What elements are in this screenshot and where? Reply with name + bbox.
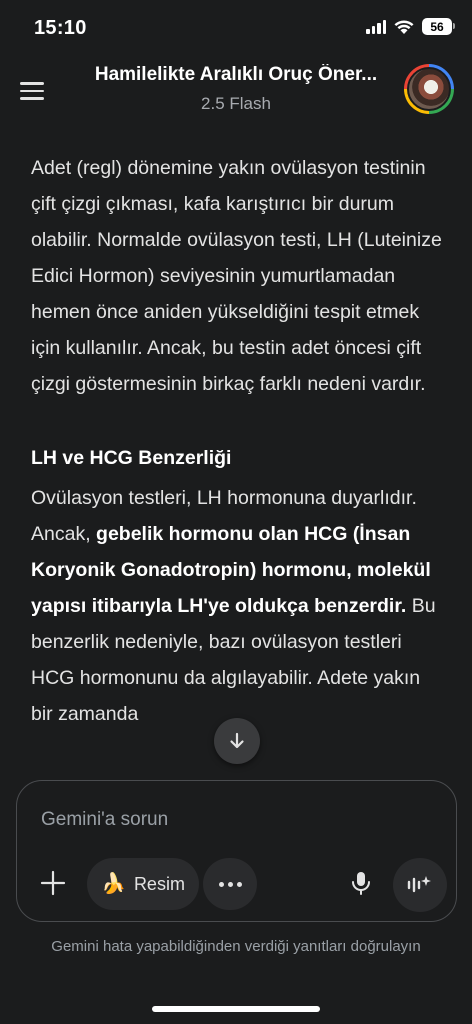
avatar[interactable] xyxy=(404,64,454,114)
app-header xyxy=(0,56,472,128)
status-time: 15:10 xyxy=(34,17,87,39)
plus-icon xyxy=(40,870,66,896)
response-paragraph: Ovülasyon testleri, LH hormonuna duyarlıdır. Ancak, gebelik hormonu olan HCG (İnsan Koryonik Gonadotropin) hormonu, molekül yapısı itibarıyla LH'ye oldukça benzerdir. Bu benzerlik nedeniyle, bazı ovülasyon testleri HCG hormonunu da algılayabilir. Adete yakın bir zamanda xyxy=(31,487,436,725)
more-horizontal-icon xyxy=(219,882,224,887)
gemini-live-button[interactable] xyxy=(393,858,447,912)
microphone-button[interactable] xyxy=(343,865,379,901)
image-chip-label: Resim xyxy=(133,873,185,894)
add-button[interactable] xyxy=(35,865,71,901)
composer xyxy=(16,780,457,922)
cellular-signal-icon xyxy=(366,19,386,34)
chat-title[interactable]: Hamilelikte Aralıklı Oruç Öner... xyxy=(94,64,378,85)
home-indicator xyxy=(152,1006,320,1012)
arrow-down-icon xyxy=(227,731,247,751)
hamburger-icon xyxy=(20,82,44,85)
model-name[interactable]: 2.5 Flash xyxy=(201,94,271,113)
disclaimer-text: Gemini hata yapabildiğinden verdiği yanıtları doğrulayın xyxy=(51,938,421,955)
microphone-icon xyxy=(350,870,372,896)
gemini-live-icon xyxy=(407,873,433,897)
status-icons xyxy=(366,18,452,35)
banana-icon: 🍌 xyxy=(101,873,126,895)
scroll-down-button[interactable] xyxy=(214,718,260,764)
battery-indicator: 56 xyxy=(422,18,452,35)
response-paragraph: Adet (regl) dönemine yakın ovülasyon testinin çift çizgi çıkması, kafa karıştırıcı bir durum olabilir. Normalde ovülasyon testi, LH (Luteinize Edici Hormon) seviyesinin yumurtlamadan hemen önce aniden yükseldiğini tespit etmek için kullanılır. Ancak, bu testin adet öncesi çift çizgi göstermesinin birkaç farklı nedeni vardır. xyxy=(31,157,442,395)
more-tools-button[interactable] xyxy=(203,858,257,910)
prompt-input[interactable] xyxy=(41,805,421,835)
menu-button[interactable] xyxy=(20,76,50,106)
avatar-image xyxy=(407,67,451,111)
status-bar xyxy=(0,0,472,56)
response-content xyxy=(31,150,443,732)
section-heading: LH ve HCG Benzerliği xyxy=(31,447,232,469)
wifi-icon xyxy=(393,19,415,35)
image-tool-chip[interactable] xyxy=(87,858,199,910)
